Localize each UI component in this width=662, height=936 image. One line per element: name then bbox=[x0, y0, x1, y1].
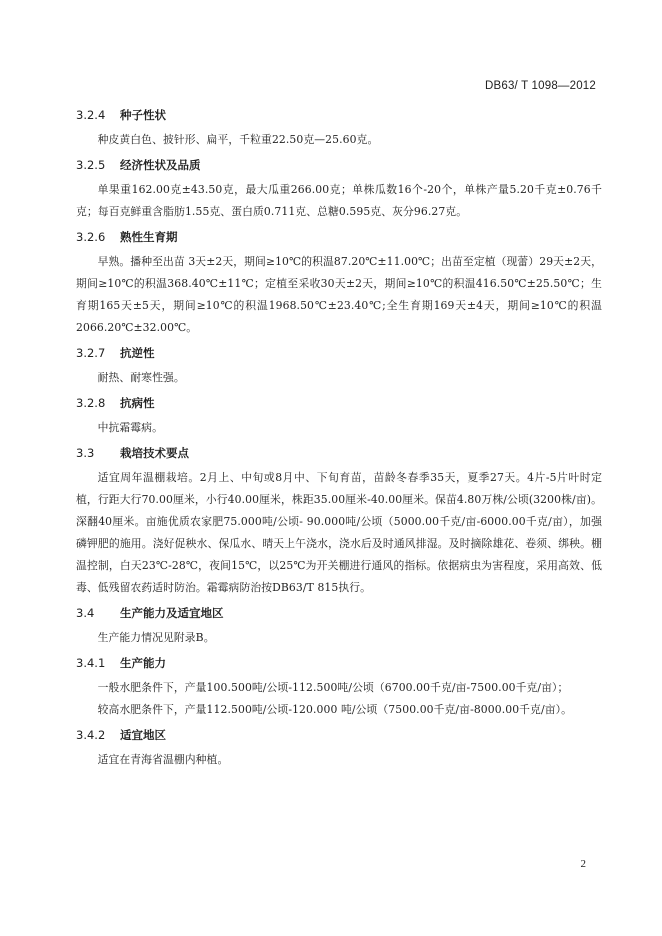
section-number: 3.4.2 bbox=[76, 728, 106, 742]
section-title: 经济性状及品质 bbox=[120, 158, 201, 172]
section-heading bbox=[76, 604, 602, 622]
standard-code: DB63/ T 1098—2012 bbox=[484, 80, 596, 92]
section-title: 抗逆性 bbox=[120, 346, 155, 360]
paragraph: 早熟。播种至出苗 3天±2天，期间≥10℃的积温87.20℃±11.00℃；出苗至定植（现蕾）29天±2天，期间≥10℃的积温368.40℃±11℃；定植至采收30天±2天，期间≥10℃的积温416.50℃±25.50℃；生育期165天±5天，期间≥10℃的积温1968.50℃±23.40℃;全生育期169天±4天，期间≥10℃的积温2066.20℃±32.00℃。 bbox=[76, 255, 602, 334]
section-3-4-2 bbox=[76, 726, 602, 771]
section-number: 3.2.6 bbox=[76, 230, 106, 244]
paragraph: 单果重162.00克±43.50克，最大瓜重266.00克；单株瓜数16个-20个，单株产量5.20千克±0.76千克；每百克鲜重含脂肪1.55克、蛋白质0.711克、总糖0.595克、灰分96.27克。 bbox=[76, 183, 602, 218]
section-number: 3.2.5 bbox=[76, 158, 106, 172]
paragraph: 适宜在青海省温棚内种植。 bbox=[97, 753, 229, 766]
section-title: 种子性状 bbox=[120, 108, 166, 122]
section-heading bbox=[76, 394, 602, 412]
section-number: 3.3 bbox=[76, 446, 95, 460]
section-3-4-1 bbox=[76, 654, 602, 721]
paragraph: 耐热、耐寒性强。 bbox=[97, 371, 185, 384]
paragraph: 中抗霜霉病。 bbox=[97, 421, 163, 434]
paragraph: 一般水肥条件下，产量100.500吨/公顷-112.500吨/公顷（6700.00千克/亩-7500.00千克/亩）； bbox=[97, 681, 569, 694]
section-heading bbox=[76, 106, 602, 124]
section-heading bbox=[76, 726, 602, 744]
paragraph: 较高水肥条件下，产量112.500吨/公顷-120.000 吨/公顷（7500.00千克/亩-8000.00千克/亩）。 bbox=[97, 703, 572, 716]
section-3-4 bbox=[76, 604, 602, 649]
section-title: 熟性生育期 bbox=[120, 230, 178, 244]
section-title: 抗病性 bbox=[120, 396, 155, 410]
paragraph: 生产能力情况见附录B。 bbox=[97, 631, 215, 644]
section-heading bbox=[76, 344, 602, 362]
section-heading bbox=[76, 156, 602, 174]
section-heading bbox=[76, 654, 602, 672]
section-number: 3.2.8 bbox=[76, 396, 106, 410]
paragraph: 种皮黄白色、披针形、扁平，千粒重22.50克—25.60克。 bbox=[97, 133, 379, 146]
section-3-2-7 bbox=[76, 344, 602, 389]
paragraph: 适宜周年温棚栽培。2月上、中旬或8月中、下旬育苗，苗龄冬春季35天，夏季27天。4片-5片叶时定植，行距大行70.00厘米，小行40.00厘米，株距35.00厘米-40.00厘米。保苗4.80万株/公顷(3200株/亩)。深翻40厘米。亩施优质农家肥75.000吨/公顷- 90.000吨/公顷（5000.00千克/亩-6000.00千克/亩），加强磷钾肥的施用。浇好促秧水、保瓜水、晴天上午浇水，浇水后及时通风排湿。及时摘除雄花、卷须、绑秧。棚温控制，白天23℃-28℃，夜间15℃，以25℃为开关棚进行通风的指标。依据病虫为害程度，采用高效、低毒、低残留农药适时防治。霜霉病防治按DB63/T 815执行。 bbox=[76, 471, 602, 594]
section-heading bbox=[76, 228, 602, 246]
section-number: 3.4.1 bbox=[76, 656, 106, 670]
section-3-2-6 bbox=[76, 228, 602, 339]
section-3-2-8 bbox=[76, 394, 602, 439]
section-title: 生产能力 bbox=[120, 656, 166, 670]
section-title: 适宜地区 bbox=[120, 728, 166, 742]
section-3-2-5 bbox=[76, 156, 602, 223]
section-title: 栽培技术要点 bbox=[120, 446, 189, 460]
section-number: 3.4 bbox=[76, 606, 95, 620]
page-number: 2 bbox=[580, 858, 586, 870]
section-number: 3.2.7 bbox=[76, 346, 106, 360]
section-3-3 bbox=[76, 444, 602, 599]
document-body bbox=[76, 106, 602, 771]
section-title: 生产能力及适宜地区 bbox=[120, 606, 224, 620]
section-number: 3.2.4 bbox=[76, 108, 106, 122]
section-heading bbox=[76, 444, 602, 462]
section-3-2-4 bbox=[76, 106, 602, 151]
